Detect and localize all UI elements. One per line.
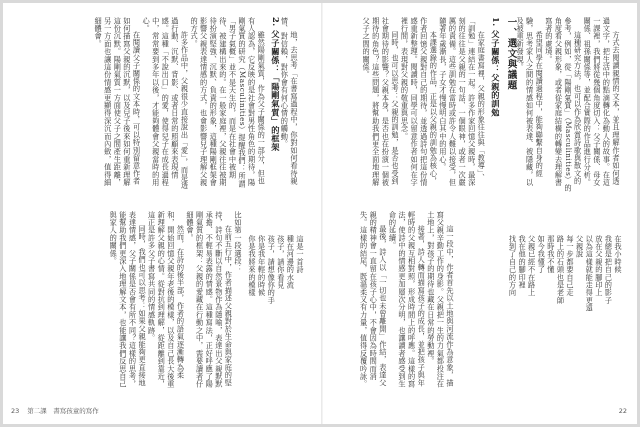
paragraph: 方式去閱讀親情的文本，並且理解作者如何透過文字，把生活中的點滴轉化為動人的故事。在這一課裡，我們將從幾個角度切入：父子關係、母女關係、祖孫關係等，並配合實際的作品進行分析。 <box>583 17 621 187</box>
poem-line: 以為這樣就能走得更遠 <box>585 235 595 312</box>
section-heading: 一、選文與議題 <box>505 17 517 91</box>
right-poem-block <box>467 211 623 405</box>
poem-line: 在我小時候 <box>614 235 623 274</box>
left-top-text-block <box>37 17 299 193</box>
right-top-text-block <box>339 17 621 193</box>
poem-line: 找到了自己的方向 <box>508 235 518 297</box>
page-number: 23 <box>11 407 20 415</box>
poem-line: 你是我年輕的時候 <box>257 235 267 297</box>
right-footer <box>619 407 627 415</box>
paragraph: 這一段中，作者首先以土地與河流作為意象，描寫父親辛勤工作的身影。父親把一生的力氣都投注在土地上，對孩子的期待也藏在日常的勞動裡。 <box>426 211 455 389</box>
paragraph: 這種研究方法，也可以作為欣賞詩歌與散文的參考，例如，從「陽剛氣質」（Masculinities）的角度看父親形象，或者從家庭結構的轉變去理解書寫者的處境。 <box>544 17 583 192</box>
paragraph: 在閱讀父子關係的文本時，可以特別留意作者如何描寫父親的沉默，以及兒子後來如何重新理解這份沉默。陽剛氣質一方面使父子之間產生距離，另一方面也讓這份情感更顯得深沉而內斂，值得細細體會。 <box>94 17 142 187</box>
right-page <box>323 3 639 424</box>
paragraph: 雖然陽剛氣質，作為父子關係的一部分，但也有人認為，它反映的是社會對男性角色的期待，陽剛氣質的研究（Masculinities）提醒我們：所謂「男子氣概」並不是天生的，而是在社會中被期待、被建構出來的。在一般家庭裡，父親往往被期待扮演堅強、沉默、負責的形象，這種陽剛框架會影響父親表達情感的方式，也會影響兒子理解父親的方式。 <box>190 17 267 188</box>
poem-line: 這是一首詩 <box>296 235 305 274</box>
paragraph: 本課選錄的作品，正是以父親的訓勉為核心，作者回憶父親對自己的期待，並透過詩句把這份情感重新整理。閱讀時，同學可以留意作者如何在字裡行間，表現對父親的敬重與思念。 <box>400 17 439 187</box>
paragraph: 許多作品中，父親很少直接說出「愛」，而是透過行動、沉默、背影、或者日常的照顧來表現情感。這種「不說出口」的愛，使得兒子在成長過程中，常常要到多年以後，才能夠體會父親當時的用心。 <box>142 17 190 190</box>
poem-line: 父親已經不在路上 <box>527 235 537 297</box>
paragraph: 最後，詩人以「一切也未曾離開」作結，表達父親的精神會一直留在孩子心中，不會因為時間而消失。這樣的結尾，既溫柔又有力量，值得反覆吟詠。 <box>359 211 388 389</box>
poem-line: 每一步都要自己走 <box>566 235 576 297</box>
page-number: 22 <box>618 407 627 415</box>
paragraph: 同時，我們也可以思考：如果父親能夠更直接地表達情感，父子關係是否會有所不同？這樣的思考，能幫助我們更深入地理解文本，也能讓我們反思自己與家人的關係。 <box>109 211 148 389</box>
running-header: 第二課 書寫孩童的寫作 <box>27 407 99 415</box>
paragraph: 同時，也可以思考：父親的訓勉，是否也受到社會期待的影響？父親本身，是否也在扮演一個被期待的角色？這些問題，將幫助我們更全面地理解父子之間的關係。 <box>362 17 400 187</box>
poem-line: 我總是把自己的影子 <box>604 235 614 305</box>
poem-line: 如今我懂了 <box>537 235 547 274</box>
left-footer <box>11 406 99 415</box>
poem-line: 孩子，請你看見 <box>276 235 286 289</box>
poem-line: 那時我不懂 <box>546 235 556 274</box>
paragraph: 接著，詩人轉而描寫孩子的成長，並把孩子與年輕時的父親互相對照，形成時間上的呼應。這樣的寫法，使詩中的情感更加層次分明，也讓讀者感受到生命的延續。 <box>388 211 427 389</box>
poem-line: 父親說 <box>575 235 585 259</box>
paragraph: 在家庭書寫裡，父親的形象往往與「教導」、「訓勉」連結在一起。許多作家回憶父親時，最深刻的往往是父親的一句話、一個眼神，或者一次嚴厲的責備。這些訓勉在當時或許令人難以接受，但隨著年歲漸長，子女才慢慢明白其中的用心。 <box>438 17 487 187</box>
poem-line: 孩子，請想像你的手 <box>267 235 277 305</box>
paragraph: 然而，在詩的後半部，作者的語氣逐漸轉為柔和，開始回憶父親年老後的模樣，以及自己長大後重新理解父親的心情。從對抗到理解，從距離到靠近，這正是許多父子書寫共同的情感軌跡。 <box>147 211 186 389</box>
poem-line: 我在他的腳印裡 <box>518 235 528 289</box>
left-poem-block <box>247 211 305 385</box>
paragraph: 地，去思考「在書寫過程中，你對如何看待親情、對信賴，對你會有何心情的觸動。 <box>280 17 299 186</box>
left-page <box>3 3 319 424</box>
poem-line: 路上的石頭也是老師 <box>556 235 566 305</box>
book-spread <box>3 3 637 424</box>
subsection-heading: 2. 父子關係：「陽剛氣質」的框架 <box>270 17 281 152</box>
right-bottom-text-block <box>339 211 455 393</box>
poem-line: 你是我將來的模樣 <box>248 235 258 297</box>
poem-line: 種在河邊的水流 <box>286 235 296 289</box>
paragraph: 在前五行中，作者描述父親對於生命與家庭的堅持，詩句不斷以自然景物作為隱喻，表達出父親默默承擔、不輕易表露的情感。這種寫法，正好呼應了陽剛氣質的框架：父親的愛藏在行動之中，需要讀者仔細體會。 <box>186 211 234 389</box>
left-bottom-text-block <box>37 211 243 393</box>
paragraph: 希望同學在閱讀過程中，能夠聯繫自身的經驗，思考家人之間的情感如何被表達、被隱藏，以及被重新發現。 <box>516 17 545 187</box>
poem-line: 放在父親的腳印上 <box>594 235 604 297</box>
paragraph: 比如第一段選段： <box>234 211 243 273</box>
subsection-heading: 1. 父子關係：父親的訓勉 <box>490 17 501 117</box>
